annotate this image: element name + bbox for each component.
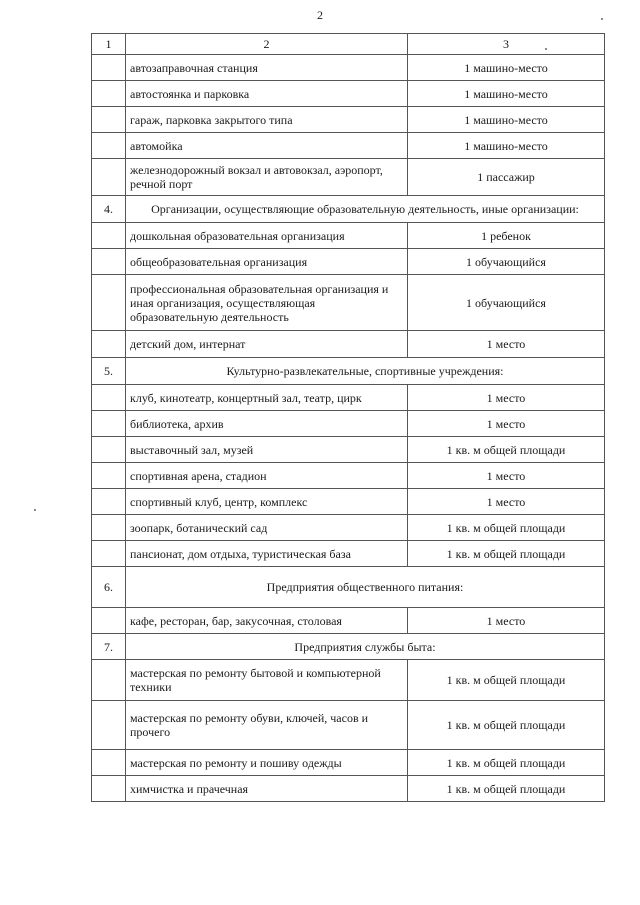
calculation-unit: 1 место xyxy=(408,608,605,634)
table-row xyxy=(92,81,605,107)
calculation-unit: 1 место xyxy=(408,385,605,411)
header-col-3: 3 xyxy=(408,34,605,55)
table-row xyxy=(92,660,605,701)
calculation-unit: 1 ребенок xyxy=(408,223,605,249)
table-row xyxy=(92,331,605,358)
table-row xyxy=(92,776,605,802)
scan-speck xyxy=(34,509,36,511)
table-body xyxy=(92,34,605,802)
calculation-unit: 1 кв. м общей площади xyxy=(408,541,605,567)
section-number: 7. xyxy=(92,634,126,660)
facility-name: библиотека, архив xyxy=(126,411,408,437)
facility-name: химчистка и прачечная xyxy=(126,776,408,802)
facility-name: детский дом, интернат xyxy=(126,331,408,358)
facility-name: спортивная арена, стадион xyxy=(126,463,408,489)
facility-name: гараж, парковка закрытого типа xyxy=(126,107,408,133)
section-number: 6. xyxy=(92,567,126,608)
section-title: Культурно-развлекательные, спортивные учреждения: xyxy=(126,358,605,385)
row-number-cell xyxy=(92,331,126,358)
section-row xyxy=(92,634,605,660)
facility-name: дошкольная образовательная организация xyxy=(126,223,408,249)
row-number-cell xyxy=(92,133,126,159)
header-col-1: 1 xyxy=(92,34,126,55)
table-row xyxy=(92,249,605,275)
section-title: Организации, осуществляющие образовательную деятельность, иные организации: xyxy=(126,196,605,223)
calculation-unit: 1 машино-место xyxy=(408,107,605,133)
facility-name: автозаправочная станция xyxy=(126,55,408,81)
table-row xyxy=(92,55,605,81)
row-number-cell xyxy=(92,55,126,81)
section-number: 5. xyxy=(92,358,126,385)
calculation-unit: 1 место xyxy=(408,411,605,437)
table-row xyxy=(92,223,605,249)
calculation-unit: 1 кв. м общей площади xyxy=(408,701,605,750)
row-number-cell xyxy=(92,385,126,411)
calculation-unit: 1 обучающийся xyxy=(408,249,605,275)
facility-name: мастерская по ремонту бытовой и компьютерной техники xyxy=(126,660,408,701)
table-row xyxy=(92,489,605,515)
section-row xyxy=(92,358,605,385)
table-row xyxy=(92,608,605,634)
table-row xyxy=(92,750,605,776)
facility-name: зоопарк, ботанический сад xyxy=(126,515,408,541)
row-number-cell xyxy=(92,608,126,634)
section-title: Предприятия общественного питания: xyxy=(126,567,605,608)
row-number-cell xyxy=(92,107,126,133)
facility-name: спортивный клуб, центр, комплекс xyxy=(126,489,408,515)
calculation-unit: 1 кв. м общей площади xyxy=(408,750,605,776)
row-number-cell xyxy=(92,750,126,776)
facility-name: профессиональная образовательная организация и иная организация, осуществляющая образовательную деятельность xyxy=(126,275,408,331)
facility-name: автомойка xyxy=(126,133,408,159)
row-number-cell xyxy=(92,515,126,541)
row-number-cell xyxy=(92,81,126,107)
facility-name: автостоянка и парковка xyxy=(126,81,408,107)
table-row xyxy=(92,159,605,196)
table-row xyxy=(92,385,605,411)
table-row xyxy=(92,133,605,159)
calculation-unit: 1 кв. м общей площади xyxy=(408,515,605,541)
scan-speck xyxy=(545,48,547,50)
row-number-cell xyxy=(92,159,126,196)
section-number: 4. xyxy=(92,196,126,223)
calculation-unit: 1 место xyxy=(408,331,605,358)
table-header-row xyxy=(92,34,605,55)
facility-name: железнодорожный вокзал и автовокзал, аэропорт, речной порт xyxy=(126,159,408,196)
table-row xyxy=(92,515,605,541)
row-number-cell xyxy=(92,249,126,275)
section-title: Предприятия службы быта: xyxy=(126,634,605,660)
calculation-unit: 1 пассажир xyxy=(408,159,605,196)
scan-speck xyxy=(601,18,603,20)
table-row xyxy=(92,463,605,489)
calculation-unit: 1 обучающийся xyxy=(408,275,605,331)
header-col-2: 2 xyxy=(126,34,408,55)
facility-name: мастерская по ремонту обуви, ключей, часов и прочего xyxy=(126,701,408,750)
row-number-cell xyxy=(92,701,126,750)
calculation-unit: 1 машино-место xyxy=(408,81,605,107)
calculation-unit: 1 кв. м общей площади xyxy=(408,776,605,802)
facility-name: клуб, кинотеатр, концертный зал, театр, цирк xyxy=(126,385,408,411)
calculation-unit: 1 кв. м общей площади xyxy=(408,437,605,463)
row-number-cell xyxy=(92,541,126,567)
page-number: 2 xyxy=(317,8,323,22)
facility-name: общеобразовательная организация xyxy=(126,249,408,275)
row-number-cell xyxy=(92,437,126,463)
requirements-table xyxy=(91,33,605,802)
table-row xyxy=(92,437,605,463)
calculation-unit: 1 место xyxy=(408,489,605,515)
row-number-cell xyxy=(92,411,126,437)
facility-name: выставочный зал, музей xyxy=(126,437,408,463)
calculation-unit: 1 машино-место xyxy=(408,133,605,159)
section-row xyxy=(92,196,605,223)
row-number-cell xyxy=(92,489,126,515)
facility-name: кафе, ресторан, бар, закусочная, столовая xyxy=(126,608,408,634)
calculation-unit: 1 машино-место xyxy=(408,55,605,81)
section-row xyxy=(92,567,605,608)
row-number-cell xyxy=(92,776,126,802)
calculation-unit: 1 кв. м общей площади xyxy=(408,660,605,701)
table-row xyxy=(92,275,605,331)
table-row xyxy=(92,541,605,567)
table-row xyxy=(92,107,605,133)
facility-name: пансионат, дом отдыха, туристическая база xyxy=(126,541,408,567)
row-number-cell xyxy=(92,463,126,489)
table-row xyxy=(92,411,605,437)
row-number-cell xyxy=(92,660,126,701)
facility-name: мастерская по ремонту и пошиву одежды xyxy=(126,750,408,776)
table-row xyxy=(92,701,605,750)
row-number-cell xyxy=(92,275,126,331)
row-number-cell xyxy=(92,223,126,249)
calculation-unit: 1 место xyxy=(408,463,605,489)
